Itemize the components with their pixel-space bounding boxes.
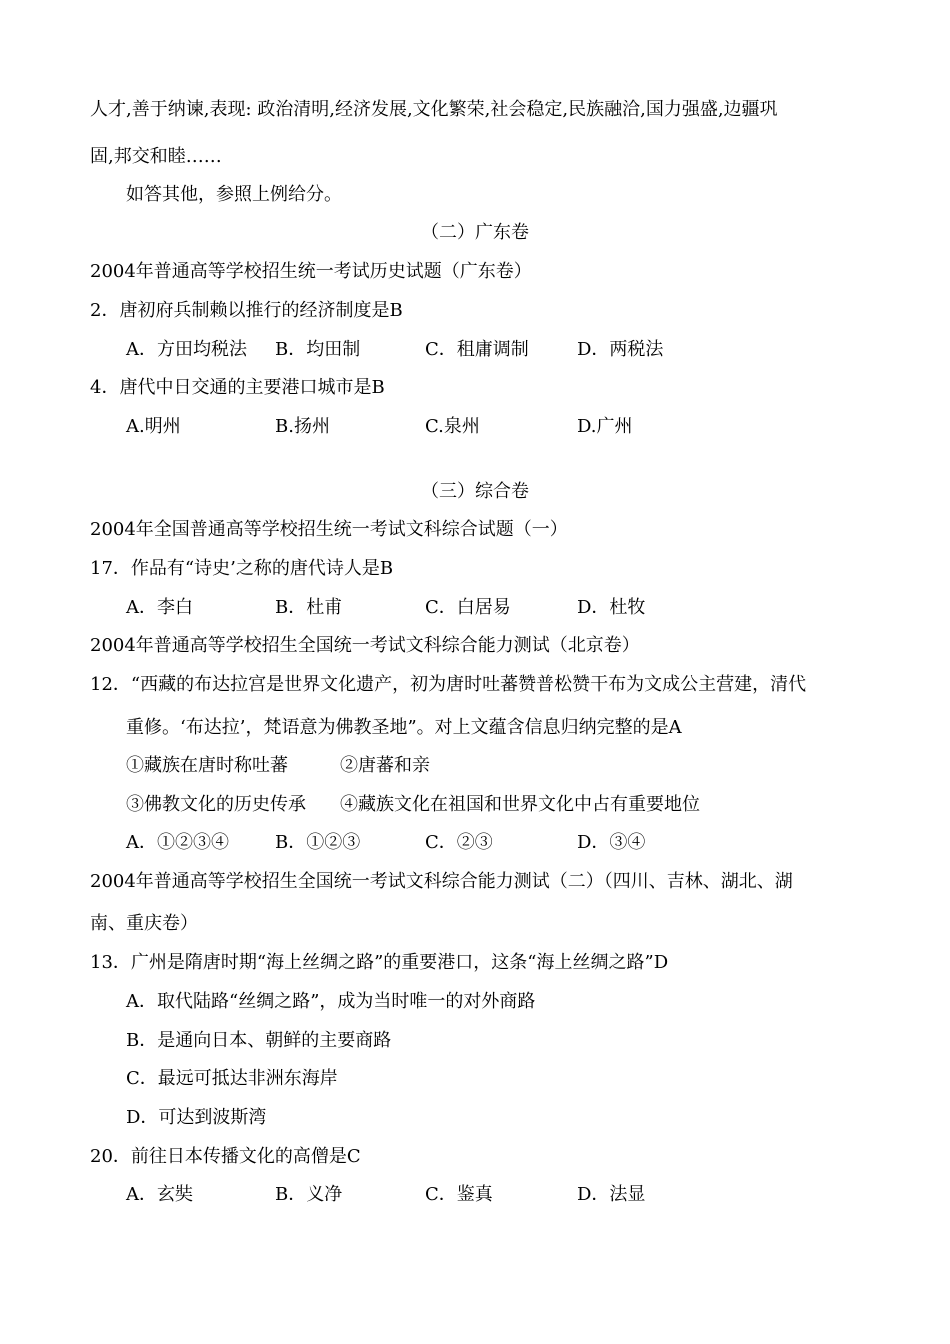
exam-title-national-2-line-1: 2004年普通高等学校招生全国统一考试文科综合能力测试（二）（四川、吉林、湖北、湖 (90, 871, 793, 892)
exam-title-guangdong: 2004年普通高等学校招生统一考试历史试题（广东卷） (90, 261, 532, 282)
question-12-option-a: A．①②③④ (126, 832, 229, 853)
question-13-option-a: A．取代陆路“丝绸之路”，成为当时唯一的对外商路 (126, 991, 536, 1012)
question-12-option-c: C．②③ (425, 832, 493, 853)
question-20-option-c: C．鉴真 (425, 1184, 493, 1205)
question-12-option-b: B．①②③ (275, 832, 361, 853)
question-4-option-c: C.泉州 (425, 416, 480, 437)
grading-note: 如答其他，参照上例给分。 (126, 184, 342, 205)
question-2-option-d: D．两税法 (577, 339, 664, 360)
question-12-stem-line-1: 12．“西藏的布达拉宫是世界文化遗产，初为唐时吐蕃赞普松赞干布为文成公主营建，清代 (90, 674, 807, 695)
question-13-option-b: B．是通向日本、朝鲜的主要商路 (126, 1030, 392, 1051)
question-17-option-c: C．白居易 (425, 597, 511, 618)
question-20-option-a: A．玄奘 (126, 1184, 193, 1205)
question-12-item-2: ②唐蕃和亲 (340, 755, 430, 776)
question-2-option-a: A．方田均税法 (126, 339, 247, 360)
question-13-option-d: D．可达到波斯湾 (126, 1107, 267, 1128)
question-13-option-c: C．最远可抵达非洲东海岸 (126, 1068, 338, 1089)
intro-line-1: 人才,善于纳谏,表现: 政治清明,经济发展,文化繁荣,社会稳定,民族融洽,国力强盛,边疆巩 (90, 99, 778, 120)
exam-title-beijing: 2004年普通高等学校招生全国统一考试文科综合能力测试（北京卷） (90, 635, 640, 656)
question-17-option-d: D．杜牧 (577, 597, 646, 618)
question-2-option-b: B．均田制 (275, 339, 361, 360)
question-4-option-a: A.明州 (126, 416, 181, 437)
question-12-item-3: ③佛教文化的历史传承 (126, 794, 306, 815)
exam-title-national-1: 2004年全国普通高等学校招生统一考试文科综合试题（一） (90, 519, 568, 540)
section-heading-guangdong: （二）广东卷 (421, 222, 529, 243)
question-2-stem: 2．唐初府兵制赖以推行的经济制度是B (90, 300, 403, 321)
intro-line-2: 固,邦交和睦…… (90, 146, 222, 167)
question-2-option-c: C．租庸调制 (425, 339, 529, 360)
question-17-option-b: B．杜甫 (275, 597, 343, 618)
question-12-stem-line-2: 重修。‘布达拉’，梵语意为佛教圣地”。对上文蕴含信息归纳完整的是A (126, 717, 682, 738)
question-4-option-d: D.广州 (577, 416, 633, 437)
section-heading-zonghe: （三）综合卷 (421, 481, 529, 502)
exam-title-national-2-line-2: 南、重庆卷） (90, 913, 198, 934)
question-12-item-1: ①藏族在唐时称吐蕃 (126, 755, 288, 776)
question-20-option-d: D．法显 (577, 1184, 646, 1205)
question-20-option-b: B．义净 (275, 1184, 343, 1205)
question-13-stem: 13．广州是隋唐时期“海上丝绸之路”的重要港口，这条“海上丝绸之路”D (90, 952, 669, 973)
question-20-stem: 20．前往日本传播文化的高僧是C (90, 1146, 361, 1167)
question-17-stem: 17．作品有“诗史’之称的唐代诗人是B (90, 558, 394, 579)
question-4-stem: 4．唐代中日交通的主要港口城市是B (90, 377, 385, 398)
question-12-option-d: D．③④ (577, 832, 646, 853)
question-12-item-4: ④藏族文化在祖国和世界文化中占有重要地位 (340, 794, 700, 815)
question-17-option-a: A．李白 (126, 597, 193, 618)
question-4-option-b: B.扬州 (275, 416, 330, 437)
